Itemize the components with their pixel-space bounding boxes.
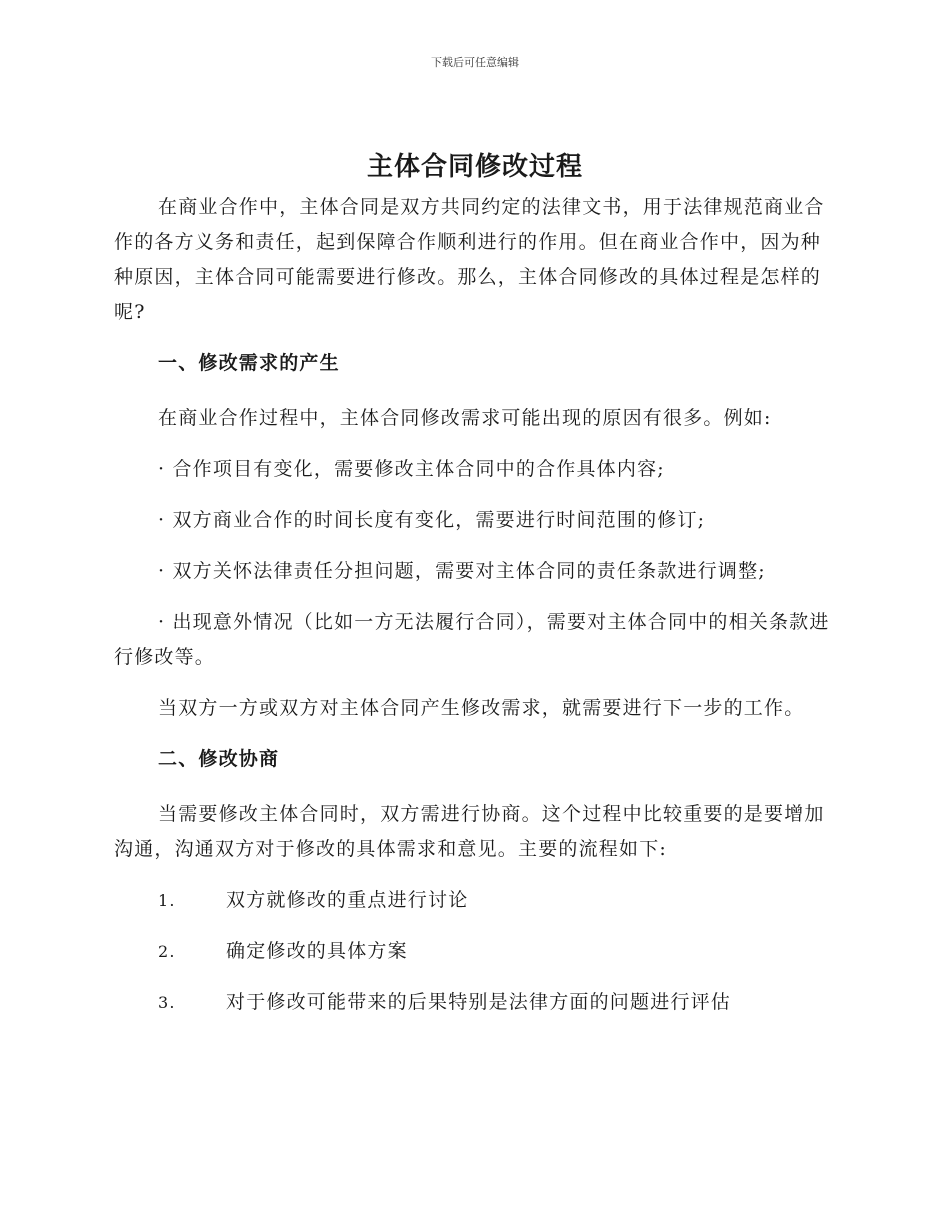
section2-heading: 二、修改协商 xyxy=(158,748,280,770)
section1-bullet-2: · 双方商业合作的时间长度有变化，需要进行时间范围的修订; xyxy=(158,509,706,531)
section1-bullet-3: · 双方关怀法律责任分担问题，需要对主体合同的责任条款进行调整; xyxy=(158,560,766,582)
section2-lead: 当需要修改主体合同时，双方需进行协商。这个过程中比较重要的是要增加沟通，沟通双方对于修改的具体需求和意见。主要的流程如下: xyxy=(114,803,825,860)
section1-lead: 在商业合作过程中，主体合同修改需求可能出现的原因有很多。例如: xyxy=(158,407,772,429)
step-number: 3. xyxy=(158,993,176,1012)
section1-bullet-1: · 合作项目有变化，需要修改主体合同中的合作具体内容; xyxy=(158,458,665,480)
step-text: 对于修改可能带来的后果特别是法律方面的问题进行评估 xyxy=(226,991,732,1013)
step-text: 确定修改的具体方案 xyxy=(226,940,408,962)
step-number: 1. xyxy=(158,891,176,910)
section1-bullet-4: · 出现意外情况（比如一方无法履行合同），需要对主体合同中的相关条款进行修改等。 xyxy=(114,611,830,668)
section2-step-3 xyxy=(114,985,834,1020)
intro-paragraph: 在商业合作中，主体合同是双方共同约定的法律文书，用于法律规范商业合作的各方义务和责任，起到保障合作顺利进行的作用。但在商业合作中，因为种种原因，主体合同可能需要进行修改。那么，主体合同修改的具体过程是怎样的呢? xyxy=(114,196,825,323)
document-title: 主体合同修改过程 xyxy=(366,152,583,182)
header-note: 下载后可任意编辑 xyxy=(431,56,519,69)
section2-step-1 xyxy=(114,883,834,918)
section2-step-2 xyxy=(114,934,834,969)
document-body xyxy=(114,190,834,1036)
step-text: 双方就修改的重点进行讨论 xyxy=(226,889,469,911)
step-number: 2. xyxy=(158,942,176,961)
section1-heading: 一、修改需求的产生 xyxy=(158,352,340,374)
section1-closing: 当双方一方或双方对主体合同产生修改需求，就需要进行下一步的工作。 xyxy=(158,697,805,719)
